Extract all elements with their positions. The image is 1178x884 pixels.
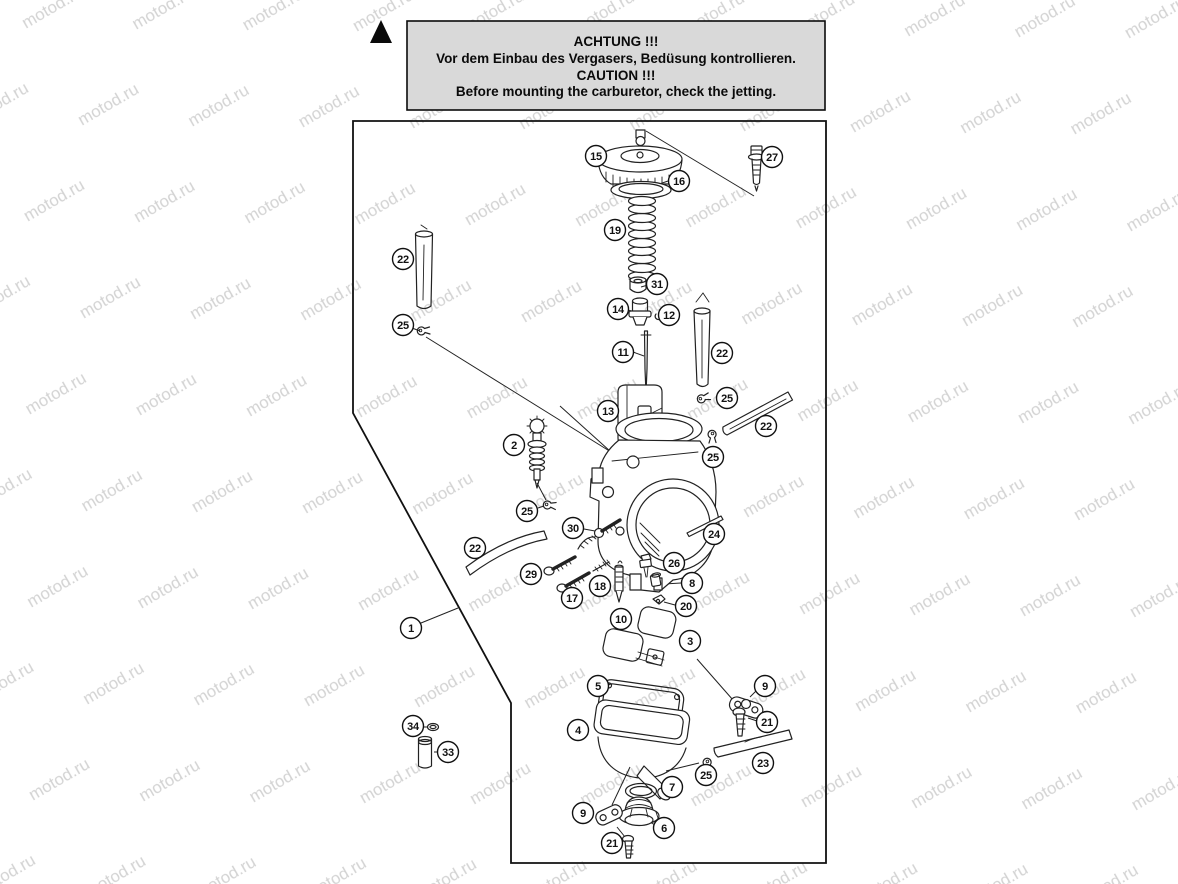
svg-text:25: 25	[707, 451, 719, 464]
part-jet-8	[650, 572, 661, 586]
callout-7	[662, 777, 683, 798]
svg-text:7: 7	[669, 781, 675, 794]
callout-21	[602, 833, 623, 854]
svg-text:17: 17	[566, 592, 578, 605]
callout-34	[403, 716, 424, 737]
svg-text:25: 25	[521, 505, 533, 518]
callout-29	[521, 564, 542, 585]
svg-text:26: 26	[668, 557, 680, 570]
warning-line-german: Vor dem Einbau des Vergasers, Bedüsung kontrollieren.	[436, 51, 796, 66]
callout-25	[717, 388, 738, 409]
warning-line-achtung: ACHTUNG !!!	[573, 34, 659, 49]
svg-text:22: 22	[469, 542, 481, 555]
warning-line-english: Before mounting the carburetor, check the jetting.	[455, 84, 777, 99]
callout-8	[682, 573, 703, 594]
callout-26	[664, 553, 685, 574]
callout-24	[704, 524, 725, 545]
callout-4	[568, 720, 589, 741]
callout-3	[680, 631, 701, 652]
svg-text:19: 19	[609, 224, 621, 237]
svg-text:30: 30	[567, 522, 579, 535]
svg-text:22: 22	[716, 347, 728, 360]
callout-22	[465, 538, 486, 559]
callout-25	[393, 315, 414, 336]
svg-text:23: 23	[757, 757, 769, 770]
svg-text:25: 25	[721, 392, 733, 405]
svg-text:34: 34	[407, 720, 419, 733]
callout-22	[756, 416, 777, 437]
callout-1	[401, 618, 422, 639]
svg-text:27: 27	[766, 151, 778, 164]
svg-text:14: 14	[612, 303, 624, 316]
callout-17	[562, 588, 583, 609]
svg-text:22: 22	[760, 420, 772, 433]
svg-text:29: 29	[525, 568, 537, 581]
svg-text:25: 25	[397, 319, 409, 332]
svg-text:11: 11	[617, 346, 629, 359]
svg-text:18: 18	[594, 580, 606, 593]
svg-text:4: 4	[575, 724, 581, 737]
svg-text:15: 15	[590, 150, 602, 163]
svg-text:5: 5	[595, 680, 601, 693]
svg-text:25: 25	[700, 769, 712, 782]
callout-15	[586, 146, 607, 167]
callout-2	[504, 435, 525, 456]
callout-19	[605, 220, 626, 241]
callout-12	[659, 305, 680, 326]
callout-22	[393, 249, 414, 270]
callout-33	[438, 742, 459, 763]
svg-text:3: 3	[687, 635, 693, 648]
svg-text:21: 21	[761, 716, 773, 729]
callout-5	[588, 676, 609, 697]
callout-25	[703, 447, 724, 468]
warning-line-caution: CAUTION !!!	[576, 68, 656, 83]
callout-20	[676, 596, 697, 617]
callout-30	[563, 518, 584, 539]
svg-text:8: 8	[689, 577, 695, 590]
callout-11	[613, 342, 634, 363]
callout-27	[762, 147, 783, 168]
svg-text:21: 21	[606, 837, 618, 850]
svg-text:9: 9	[762, 680, 768, 693]
svg-text:31: 31	[651, 278, 663, 291]
svg-text:20: 20	[680, 600, 692, 613]
callout-13	[598, 401, 619, 422]
svg-text:6: 6	[661, 822, 667, 835]
svg-text:10: 10	[615, 613, 627, 626]
callout-16	[669, 171, 690, 192]
part-spring-19	[629, 197, 656, 284]
svg-text:1: 1	[408, 622, 414, 635]
callout-14	[608, 299, 629, 320]
callout-9	[573, 803, 594, 824]
callout-6	[654, 818, 675, 839]
callout-21	[757, 712, 778, 733]
svg-text:22: 22	[397, 253, 409, 266]
svg-text:16: 16	[673, 175, 685, 188]
callout-10	[611, 609, 632, 630]
callout-22	[712, 343, 733, 364]
callout-23	[753, 753, 774, 774]
warning-box	[407, 21, 825, 110]
svg-text:9: 9	[580, 807, 586, 820]
svg-text:2: 2	[511, 439, 517, 452]
svg-text:13: 13	[602, 405, 614, 418]
callout-31	[647, 274, 668, 295]
svg-text:12: 12	[663, 309, 675, 322]
callout-18	[590, 576, 611, 597]
callout-9	[755, 676, 776, 697]
callout-25	[517, 501, 538, 522]
svg-text:24: 24	[708, 528, 720, 541]
svg-text:33: 33	[442, 746, 454, 759]
callout-25	[696, 765, 717, 786]
